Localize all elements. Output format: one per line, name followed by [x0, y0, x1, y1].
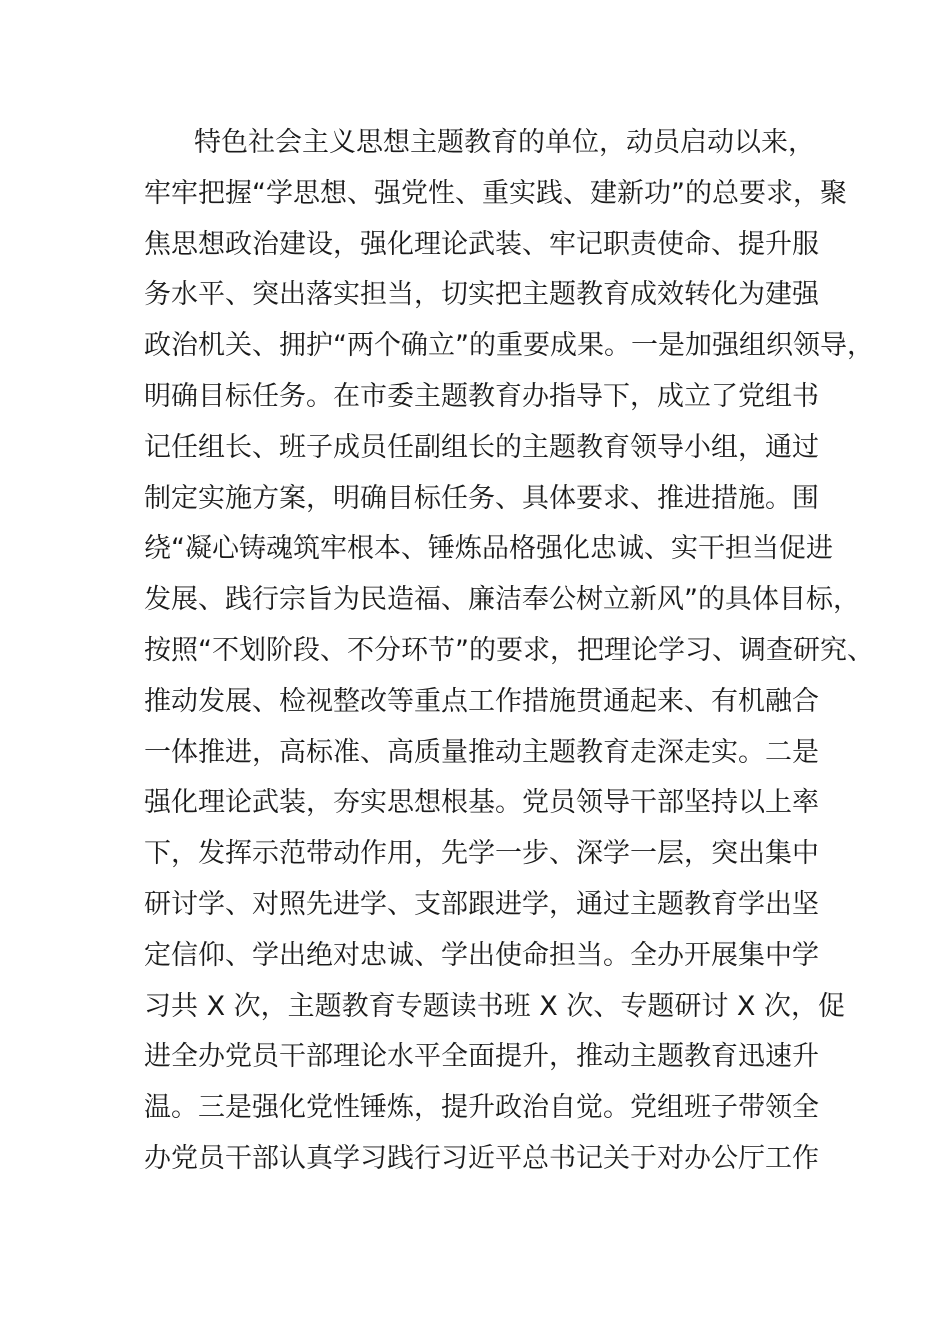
text-line: 特色社会主义思想主题教育的单位，动员启动以来，	[194, 127, 815, 158]
text-line: 一体推进，高标准、高质量推动主题教育走深走实。二是	[144, 736, 819, 768]
body-paragraph	[144, 118, 874, 1185]
text-line: 进全办党员干部理论水平全面提升，推动主题教育迅速升	[144, 1041, 819, 1073]
text-line: 明确目标任务。在市委主题教育办指导下，成立了党组书	[144, 380, 819, 412]
text-line: 推动发展、检视整改等重点工作措施贯通起来、有机融合	[144, 685, 819, 717]
text-line: 焦思想政治建设，强化理论武装、牢记职责使命、提升服	[144, 228, 819, 260]
text-line: 发展、践行宗旨为民造福、廉洁奉公树立新风”的具体目标，	[144, 584, 860, 616]
text-line: 研讨学、对照先进学、支部跟进学，通过主题教育学出坚	[144, 888, 819, 920]
text-line: 下，发挥示范带动作用，先学一步、深学一层，突出集中	[144, 838, 819, 870]
text-line: 牢牢把握“学思想、强党性、重实践、建新功”的总要求，聚	[144, 177, 847, 209]
text-line: 温。三是强化党性锤炼，提升政治自觉。党组班子带领全	[144, 1092, 819, 1124]
text-line: 记任组长、班子成员任副组长的主题教育领导小组，通过	[144, 431, 819, 463]
text-line: 习共 X 次，主题教育专题读书班 X 次、专题研讨 X 次，促	[144, 990, 845, 1022]
text-line: 政治机关、拥护“两个确立”的重要成果。一是加强组织领导，	[144, 330, 874, 362]
text-line: 务水平、突出落实担当，切实把主题教育成效转化为建强	[144, 279, 819, 311]
text-line: 办党员干部认真学习践行习近平总书记关于对办公厅工作	[144, 1142, 819, 1174]
text-line: 强化理论武装，夯实思想根基。党员领导干部坚持以上率	[144, 787, 819, 819]
text-line: 制定实施方案，明确目标任务、具体要求、推进措施。围	[144, 482, 819, 514]
text-line: 绕“凝心铸魂筑牢根本、锤炼品格强化忠诚、实干担当促进	[144, 533, 833, 565]
text-line: 定信仰、学出绝对忠诚、学出使命担当。全办开展集中学	[144, 939, 819, 971]
text-line: 按照“不划阶段、不分环节”的要求，把理论学习、调查研究、	[144, 634, 874, 666]
